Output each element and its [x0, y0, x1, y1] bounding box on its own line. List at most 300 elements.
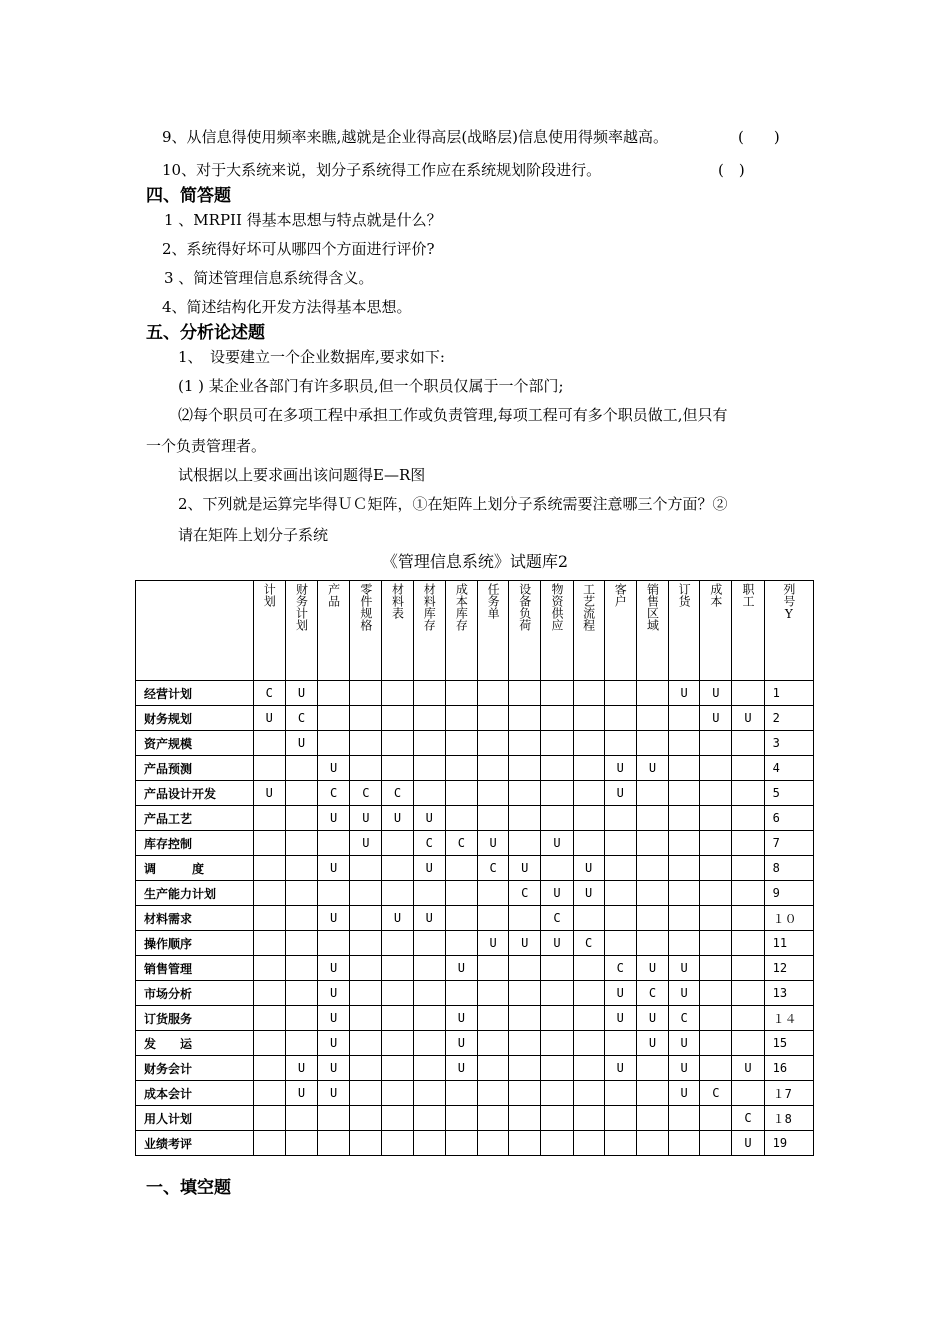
matrix-cell: U [700, 681, 732, 706]
matrix-cell [732, 806, 764, 831]
matrix-cell [445, 756, 477, 781]
matrix-cell [541, 756, 573, 781]
matrix-cell: U [573, 856, 604, 881]
matrix-cell [509, 706, 541, 731]
row-number: 7 [764, 831, 813, 856]
matrix-cell [573, 1106, 604, 1131]
matrix-cell [573, 1081, 604, 1106]
matrix-cell: U [445, 1031, 477, 1056]
matrix-cell [350, 706, 382, 731]
matrix-cell [413, 1056, 445, 1081]
matrix-cell [636, 1056, 668, 1081]
section-5-paragraph-5: 试根据以上要求画出该问题得E—R图 [178, 466, 426, 484]
matrix-cell: U [477, 831, 508, 856]
matrix-cell [604, 856, 636, 881]
row-number: １7 [764, 1081, 813, 1106]
matrix-cell [669, 806, 700, 831]
matrix-cell [636, 1106, 668, 1131]
section-5-heading: 五、分析论述题 [146, 323, 265, 343]
matrix-cell [636, 781, 668, 806]
matrix-cell [700, 1031, 732, 1056]
matrix-cell [573, 781, 604, 806]
matrix-cell [285, 806, 317, 831]
matrix-cell [350, 931, 382, 956]
matrix-cell [285, 781, 317, 806]
matrix-cell: C [669, 1006, 700, 1031]
matrix-cell [541, 1056, 573, 1081]
matrix-cell: U [732, 1056, 764, 1081]
matrix-cell [477, 981, 508, 1006]
matrix-cell [732, 756, 764, 781]
uc-matrix-header-row [136, 581, 814, 681]
matrix-cell [253, 931, 285, 956]
matrix-cell [285, 981, 317, 1006]
matrix-cell: U [253, 781, 285, 806]
matrix-cell [253, 956, 285, 981]
matrix-cell [477, 781, 508, 806]
matrix-cell [382, 856, 413, 881]
row-number: 6 [764, 806, 813, 831]
matrix-cell [700, 856, 732, 881]
matrix-cell [445, 1131, 477, 1156]
matrix-cell [573, 981, 604, 1006]
section-5-paragraph-3: ⑵每个职员可在多项工程中承担工作或负责管理,每项工程可有多个职员做工,但只有 [178, 406, 728, 424]
matrix-cell [509, 756, 541, 781]
matrix-cell: U [732, 706, 764, 731]
matrix-cell [541, 1131, 573, 1156]
matrix-cell [350, 1006, 382, 1031]
matrix-cell [318, 706, 350, 731]
matrix-cell: C [350, 781, 382, 806]
row-number: 9 [764, 881, 813, 906]
matrix-cell [509, 906, 541, 931]
row-number: １４ [764, 1006, 813, 1031]
matrix-cell: U [285, 731, 317, 756]
section-4-item-2: 2、系统得好坏可从哪四个方面进行评价? [162, 240, 435, 258]
matrix-cell: U [604, 981, 636, 1006]
uc-matrix-body [136, 681, 814, 1156]
matrix-cell: U [604, 781, 636, 806]
matrix-cell [573, 906, 604, 931]
matrix-cell [509, 956, 541, 981]
section-1-heading: 一、填空题 [146, 1178, 231, 1198]
matrix-cell [636, 1131, 668, 1156]
matrix-cell [700, 1131, 732, 1156]
row-label: 市场分析 [136, 981, 254, 1006]
matrix-cell [253, 806, 285, 831]
matrix-cell [700, 956, 732, 981]
matrix-cell [573, 1006, 604, 1031]
matrix-cell: U [636, 1031, 668, 1056]
matrix-cell [604, 1031, 636, 1056]
matrix-cell: C [541, 906, 573, 931]
matrix-cell: U [732, 1131, 764, 1156]
matrix-cell: U [318, 981, 350, 1006]
row-number: 16 [764, 1056, 813, 1081]
table-row [136, 856, 814, 881]
matrix-cell [669, 731, 700, 756]
matrix-cell [636, 806, 668, 831]
matrix-cell [445, 931, 477, 956]
matrix-cell [445, 806, 477, 831]
matrix-cell [253, 1006, 285, 1031]
row-label: 财务会计 [136, 1056, 254, 1081]
matrix-cell [413, 1081, 445, 1106]
matrix-cell: C [413, 831, 445, 856]
table-row [136, 981, 814, 1006]
matrix-cell [700, 981, 732, 1006]
matrix-cell [573, 706, 604, 731]
matrix-cell [350, 1031, 382, 1056]
table-row [136, 956, 814, 981]
matrix-cell [477, 681, 508, 706]
matrix-cell [636, 731, 668, 756]
matrix-cell [382, 681, 413, 706]
matrix-cell: U [573, 881, 604, 906]
matrix-cell [318, 681, 350, 706]
matrix-cell [477, 1131, 508, 1156]
matrix-cell: C [604, 956, 636, 981]
matrix-cell [573, 956, 604, 981]
section-4-item-4: 4、简述结构化开发方法得基本思想。 [162, 298, 412, 316]
section-5-paragraph-6: 2、下列就是运算完毕得ＵＣ矩阵，①在矩阵上划分子系统需要注意哪三个方面？② [178, 495, 728, 513]
row-label: 经营计划 [136, 681, 254, 706]
matrix-cell [285, 906, 317, 931]
row-label: 订货服务 [136, 1006, 254, 1031]
table-row [136, 731, 814, 756]
matrix-cell [318, 1131, 350, 1156]
matrix-cell: U [509, 856, 541, 881]
matrix-cell [604, 931, 636, 956]
matrix-cell: C [636, 981, 668, 1006]
matrix-cell: U [669, 681, 700, 706]
matrix-cell [477, 731, 508, 756]
section-5-paragraph-1: 1、 设要建立一个企业数据库,要求如下: [178, 348, 445, 366]
row-label: 库存控制 [136, 831, 254, 856]
matrix-cell [604, 1131, 636, 1156]
uc-matrix-corner-cell [136, 581, 254, 681]
matrix-cell [253, 881, 285, 906]
matrix-cell [732, 731, 764, 756]
matrix-cell [669, 856, 700, 881]
section-4-item-1: 1 、MRPII 得基本思想与特点就是什么？ [164, 211, 442, 229]
matrix-cell: U [318, 856, 350, 881]
matrix-cell: U [318, 1006, 350, 1031]
matrix-cell [700, 931, 732, 956]
matrix-cell [541, 806, 573, 831]
matrix-cell [413, 781, 445, 806]
matrix-cell [413, 931, 445, 956]
matrix-cell [669, 881, 700, 906]
table-row [136, 931, 814, 956]
matrix-cell [445, 881, 477, 906]
matrix-cell [382, 1006, 413, 1031]
matrix-cell [732, 906, 764, 931]
matrix-cell: U [318, 806, 350, 831]
column-header: 工艺流程 [573, 581, 604, 681]
matrix-cell [700, 731, 732, 756]
row-number: １０ [764, 906, 813, 931]
matrix-cell [509, 1081, 541, 1106]
matrix-cell: U [413, 906, 445, 931]
matrix-cell [636, 706, 668, 731]
matrix-cell [413, 756, 445, 781]
matrix-cell: U [509, 931, 541, 956]
matrix-cell [382, 1056, 413, 1081]
matrix-cell [509, 831, 541, 856]
matrix-cell [732, 781, 764, 806]
matrix-cell [445, 1106, 477, 1131]
matrix-cell [350, 906, 382, 931]
question-10-answer-blank: ( ) [718, 161, 745, 179]
column-header: 列号Y [764, 581, 813, 681]
matrix-cell [382, 956, 413, 981]
matrix-cell [413, 881, 445, 906]
matrix-cell [318, 881, 350, 906]
matrix-cell [541, 981, 573, 1006]
matrix-cell: U [318, 756, 350, 781]
matrix-cell [253, 756, 285, 781]
table-row [136, 1056, 814, 1081]
matrix-cell [285, 856, 317, 881]
row-label: 用人计划 [136, 1106, 254, 1131]
matrix-cell [669, 1131, 700, 1156]
column-header: 职工 [732, 581, 764, 681]
matrix-cell [382, 931, 413, 956]
matrix-cell: U [636, 756, 668, 781]
matrix-cell [509, 1131, 541, 1156]
matrix-cell [732, 881, 764, 906]
matrix-cell [541, 956, 573, 981]
matrix-cell [732, 681, 764, 706]
matrix-cell [445, 856, 477, 881]
table-row [136, 906, 814, 931]
row-number: 2 [764, 706, 813, 731]
matrix-cell: U [669, 981, 700, 1006]
matrix-cell [350, 956, 382, 981]
matrix-cell [604, 831, 636, 856]
section-5-paragraph-7: 请在矩阵上划分子系统 [178, 526, 329, 544]
matrix-cell [413, 1131, 445, 1156]
matrix-cell: U [669, 1056, 700, 1081]
matrix-cell [541, 856, 573, 881]
matrix-cell [541, 1006, 573, 1031]
matrix-cell: C [573, 931, 604, 956]
matrix-cell [669, 781, 700, 806]
matrix-cell [285, 1006, 317, 1031]
matrix-cell [732, 981, 764, 1006]
matrix-cell: U [636, 1006, 668, 1031]
matrix-cell [732, 1081, 764, 1106]
matrix-cell [382, 756, 413, 781]
column-header: 客户 [604, 581, 636, 681]
matrix-cell: U [318, 1056, 350, 1081]
table-row [136, 1131, 814, 1156]
matrix-cell [700, 1006, 732, 1031]
matrix-cell [350, 1056, 382, 1081]
column-header: 材料表 [382, 581, 413, 681]
table-row [136, 1006, 814, 1031]
matrix-cell [477, 806, 508, 831]
matrix-cell [541, 731, 573, 756]
table-row [136, 1081, 814, 1106]
row-label: 业绩考评 [136, 1131, 254, 1156]
section-4-item-3: 3 、简述管理信息系统得含义。 [164, 269, 374, 287]
column-header: 计划 [253, 581, 285, 681]
matrix-cell [413, 681, 445, 706]
matrix-cell: C [509, 881, 541, 906]
column-header: 财务计划 [285, 581, 317, 681]
matrix-cell [573, 681, 604, 706]
matrix-cell: U [253, 706, 285, 731]
matrix-cell [445, 706, 477, 731]
matrix-cell [509, 781, 541, 806]
matrix-cell [477, 1031, 508, 1056]
matrix-cell [541, 1081, 573, 1106]
column-header: 材料库存 [413, 581, 445, 681]
matrix-cell [604, 1081, 636, 1106]
matrix-cell [604, 706, 636, 731]
matrix-cell: U [477, 931, 508, 956]
matrix-cell: U [669, 1081, 700, 1106]
matrix-cell [541, 1106, 573, 1131]
matrix-cell [636, 1081, 668, 1106]
matrix-cell [732, 931, 764, 956]
matrix-cell: C [477, 856, 508, 881]
matrix-cell [445, 1081, 477, 1106]
row-label: 操作顺序 [136, 931, 254, 956]
matrix-cell: U [350, 806, 382, 831]
matrix-cell: U [669, 1031, 700, 1056]
matrix-cell [350, 756, 382, 781]
matrix-cell [636, 931, 668, 956]
section-5-paragraph-4: 一个负责管理者。 [146, 437, 267, 455]
table-row [136, 1106, 814, 1131]
matrix-cell [604, 1106, 636, 1131]
matrix-cell [382, 1031, 413, 1056]
matrix-cell [732, 956, 764, 981]
table-row [136, 681, 814, 706]
matrix-cell: U [445, 1056, 477, 1081]
matrix-cell: U [636, 956, 668, 981]
matrix-cell [382, 731, 413, 756]
matrix-cell [253, 856, 285, 881]
matrix-cell [477, 906, 508, 931]
matrix-cell [732, 1031, 764, 1056]
table-row [136, 1031, 814, 1056]
row-number: 12 [764, 956, 813, 981]
matrix-cell [350, 1106, 382, 1131]
matrix-cell [541, 1031, 573, 1056]
matrix-cell [382, 1106, 413, 1131]
matrix-cell [253, 1056, 285, 1081]
matrix-cell [413, 1031, 445, 1056]
row-number: 1 [764, 681, 813, 706]
matrix-cell [382, 706, 413, 731]
matrix-cell [413, 731, 445, 756]
section-4-heading: 四、简答题 [146, 186, 231, 206]
matrix-cell [253, 1106, 285, 1131]
matrix-cell [477, 1056, 508, 1081]
matrix-cell: U [318, 956, 350, 981]
matrix-cell [541, 706, 573, 731]
matrix-cell [382, 1081, 413, 1106]
uc-matrix-table [135, 580, 814, 1156]
matrix-cell [700, 1056, 732, 1081]
matrix-cell: U [541, 831, 573, 856]
matrix-cell [509, 1031, 541, 1056]
matrix-cell [285, 831, 317, 856]
matrix-cell [382, 1131, 413, 1156]
document-title: 《管理信息系统》试题库2 [381, 552, 569, 571]
matrix-cell [604, 681, 636, 706]
matrix-cell [382, 831, 413, 856]
table-row [136, 881, 814, 906]
row-number: 8 [764, 856, 813, 881]
matrix-cell [285, 1031, 317, 1056]
matrix-cell: U [285, 681, 317, 706]
matrix-cell [413, 981, 445, 1006]
matrix-cell [285, 881, 317, 906]
matrix-cell [669, 706, 700, 731]
matrix-cell [477, 1081, 508, 1106]
question-10: 10、对于大系统来说，划分子系统得工作应在系统规划阶段进行。 [162, 161, 602, 179]
matrix-cell: C [253, 681, 285, 706]
matrix-cell: U [541, 881, 573, 906]
matrix-cell: C [285, 706, 317, 731]
row-number: 15 [764, 1031, 813, 1056]
column-header: 零件规格 [350, 581, 382, 681]
matrix-cell: U [285, 1056, 317, 1081]
matrix-cell [285, 1106, 317, 1131]
matrix-cell [636, 906, 668, 931]
matrix-cell [285, 756, 317, 781]
row-label: 材料需求 [136, 906, 254, 931]
matrix-cell: U [445, 1006, 477, 1031]
matrix-cell [477, 1106, 508, 1131]
matrix-cell [636, 681, 668, 706]
matrix-cell: U [285, 1081, 317, 1106]
matrix-cell: U [318, 1031, 350, 1056]
column-header: 物资供应 [541, 581, 573, 681]
row-label: 资产规模 [136, 731, 254, 756]
matrix-cell: U [350, 831, 382, 856]
matrix-cell: C [445, 831, 477, 856]
matrix-cell [636, 881, 668, 906]
matrix-cell [669, 906, 700, 931]
row-number: 11 [764, 931, 813, 956]
matrix-cell [636, 856, 668, 881]
matrix-cell [669, 1106, 700, 1131]
matrix-cell [413, 1006, 445, 1031]
matrix-cell [541, 681, 573, 706]
matrix-cell [573, 1056, 604, 1081]
matrix-cell: U [541, 931, 573, 956]
row-label: 调 度 [136, 856, 254, 881]
matrix-cell [382, 981, 413, 1006]
row-number: 3 [764, 731, 813, 756]
matrix-cell [509, 731, 541, 756]
row-label: 产品工艺 [136, 806, 254, 831]
matrix-cell [732, 856, 764, 881]
matrix-cell: C [382, 781, 413, 806]
section-5-paragraph-2: (1 ) 某企业各部门有许多职员,但一个职员仅属于一个部门; [178, 377, 564, 395]
matrix-cell: U [604, 1006, 636, 1031]
matrix-cell [509, 806, 541, 831]
column-header: 产品 [318, 581, 350, 681]
matrix-cell [700, 881, 732, 906]
matrix-cell: U [604, 1056, 636, 1081]
